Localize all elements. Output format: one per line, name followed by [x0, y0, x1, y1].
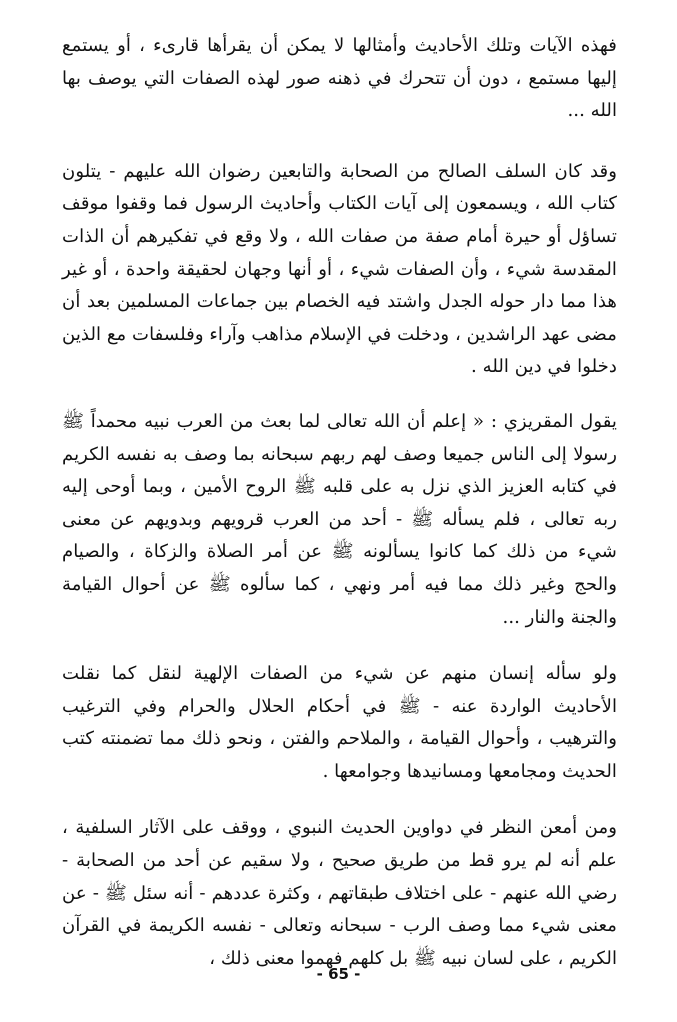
paragraph-hadith-collections: ومن أمعن النظر في دواوين الحديث النبوي ، ووقف على الآثار السلفية ، علم أنه لم يرو قط من طريق صحيح ، ولا سقيم عن أحد من الصحابة - رضي الله عنهم - على اختلاف طبقاتهم ، وكثرة عددهم - أنه سئل ﷺ - عن معنى شيء مما وصف الرب - سبحانه وتعالى - نفسه الكريمة في القرآن الكريم ، على لسان نبيه ﷺ بل كلهم فهموا معنى ذلك ،: [62, 817, 617, 969]
paragraph-righteous-predecessors: وقد كان السلف الصالح من الصحابة والتابعين رضوان الله عليهم - يتلون كتاب الله ، ويسمعون إلى آيات الكتاب وأحاديث الرسول فما وقفوا موقف تساؤل أو حيرة أمام صفة من صفات الله ، ولا وقع في تفكيرهم أن الذات المقدسة شيء ، وأن الصفات شيء ، أو أنها وجهان لحقيقة واحدة ، أو غير هذا مما دار حوله الجدل واشتد فيه الخصام بين جماعات المسلمين بعد أن مضى عهد الراشدين ، ودخلت في الإسلام مذاهب وآراء وفلسفات مع الذين دخلوا في دين الله .: [61, 160, 617, 378]
paragraph-divine-attributes-question: ولو سأله إنسان منهم عن شيء من الصفات الإلهية لنقل كما نقلت الأحاديث الواردة عنه - ﷺ في أحكام الحلال والحرام وفي الترغيب والترهيب ، وأحوال القيامة ، والملاحم والفتن ، ونحو ذلك مما تضمنته كتب الحديث ومجامعها ومسانيدها وجوامعها .: [62, 663, 617, 782]
paragraph-verses-and-hadiths: فهذه الآيات وتلك الأحاديث وأمثالها لا يمكن أن يقرأها قارىء ، أو يستمع إليها مستمع ، دون أن تتحرك في ذهنه صور لهذه الصفات التي يوصف بها الله ...: [62, 35, 617, 122]
page-body: [62, 30, 617, 975]
page-number: - 65 -: [316, 965, 361, 983]
paragraph-maqrizi-quote: يقول المقريزي : « إعلم أن الله تعالى لما بعث من العرب نبيه محمداً ﷺ رسولا إلى الناس جميعا وصف لهم ربهم سبحانه بما وصف به نفسه الكريم في كتابه العزيز الذي نزل به على قلبه ﷺ الروح الأمين ، وبما أوحى إليه ربه تعالى ، فلم يسأله ﷺ - أحد من العرب قرويهم وبدويهم عن معنى شيء من ذلك كما كانوا يسألونه ﷺ عن أمر الصلاة والزكاة ، والصيام والحج وغير ذلك مما فيه أمر ونهي ، كما سألوه ﷺ عن أحوال القيامة والجنة والنار ...: [62, 410, 617, 628]
